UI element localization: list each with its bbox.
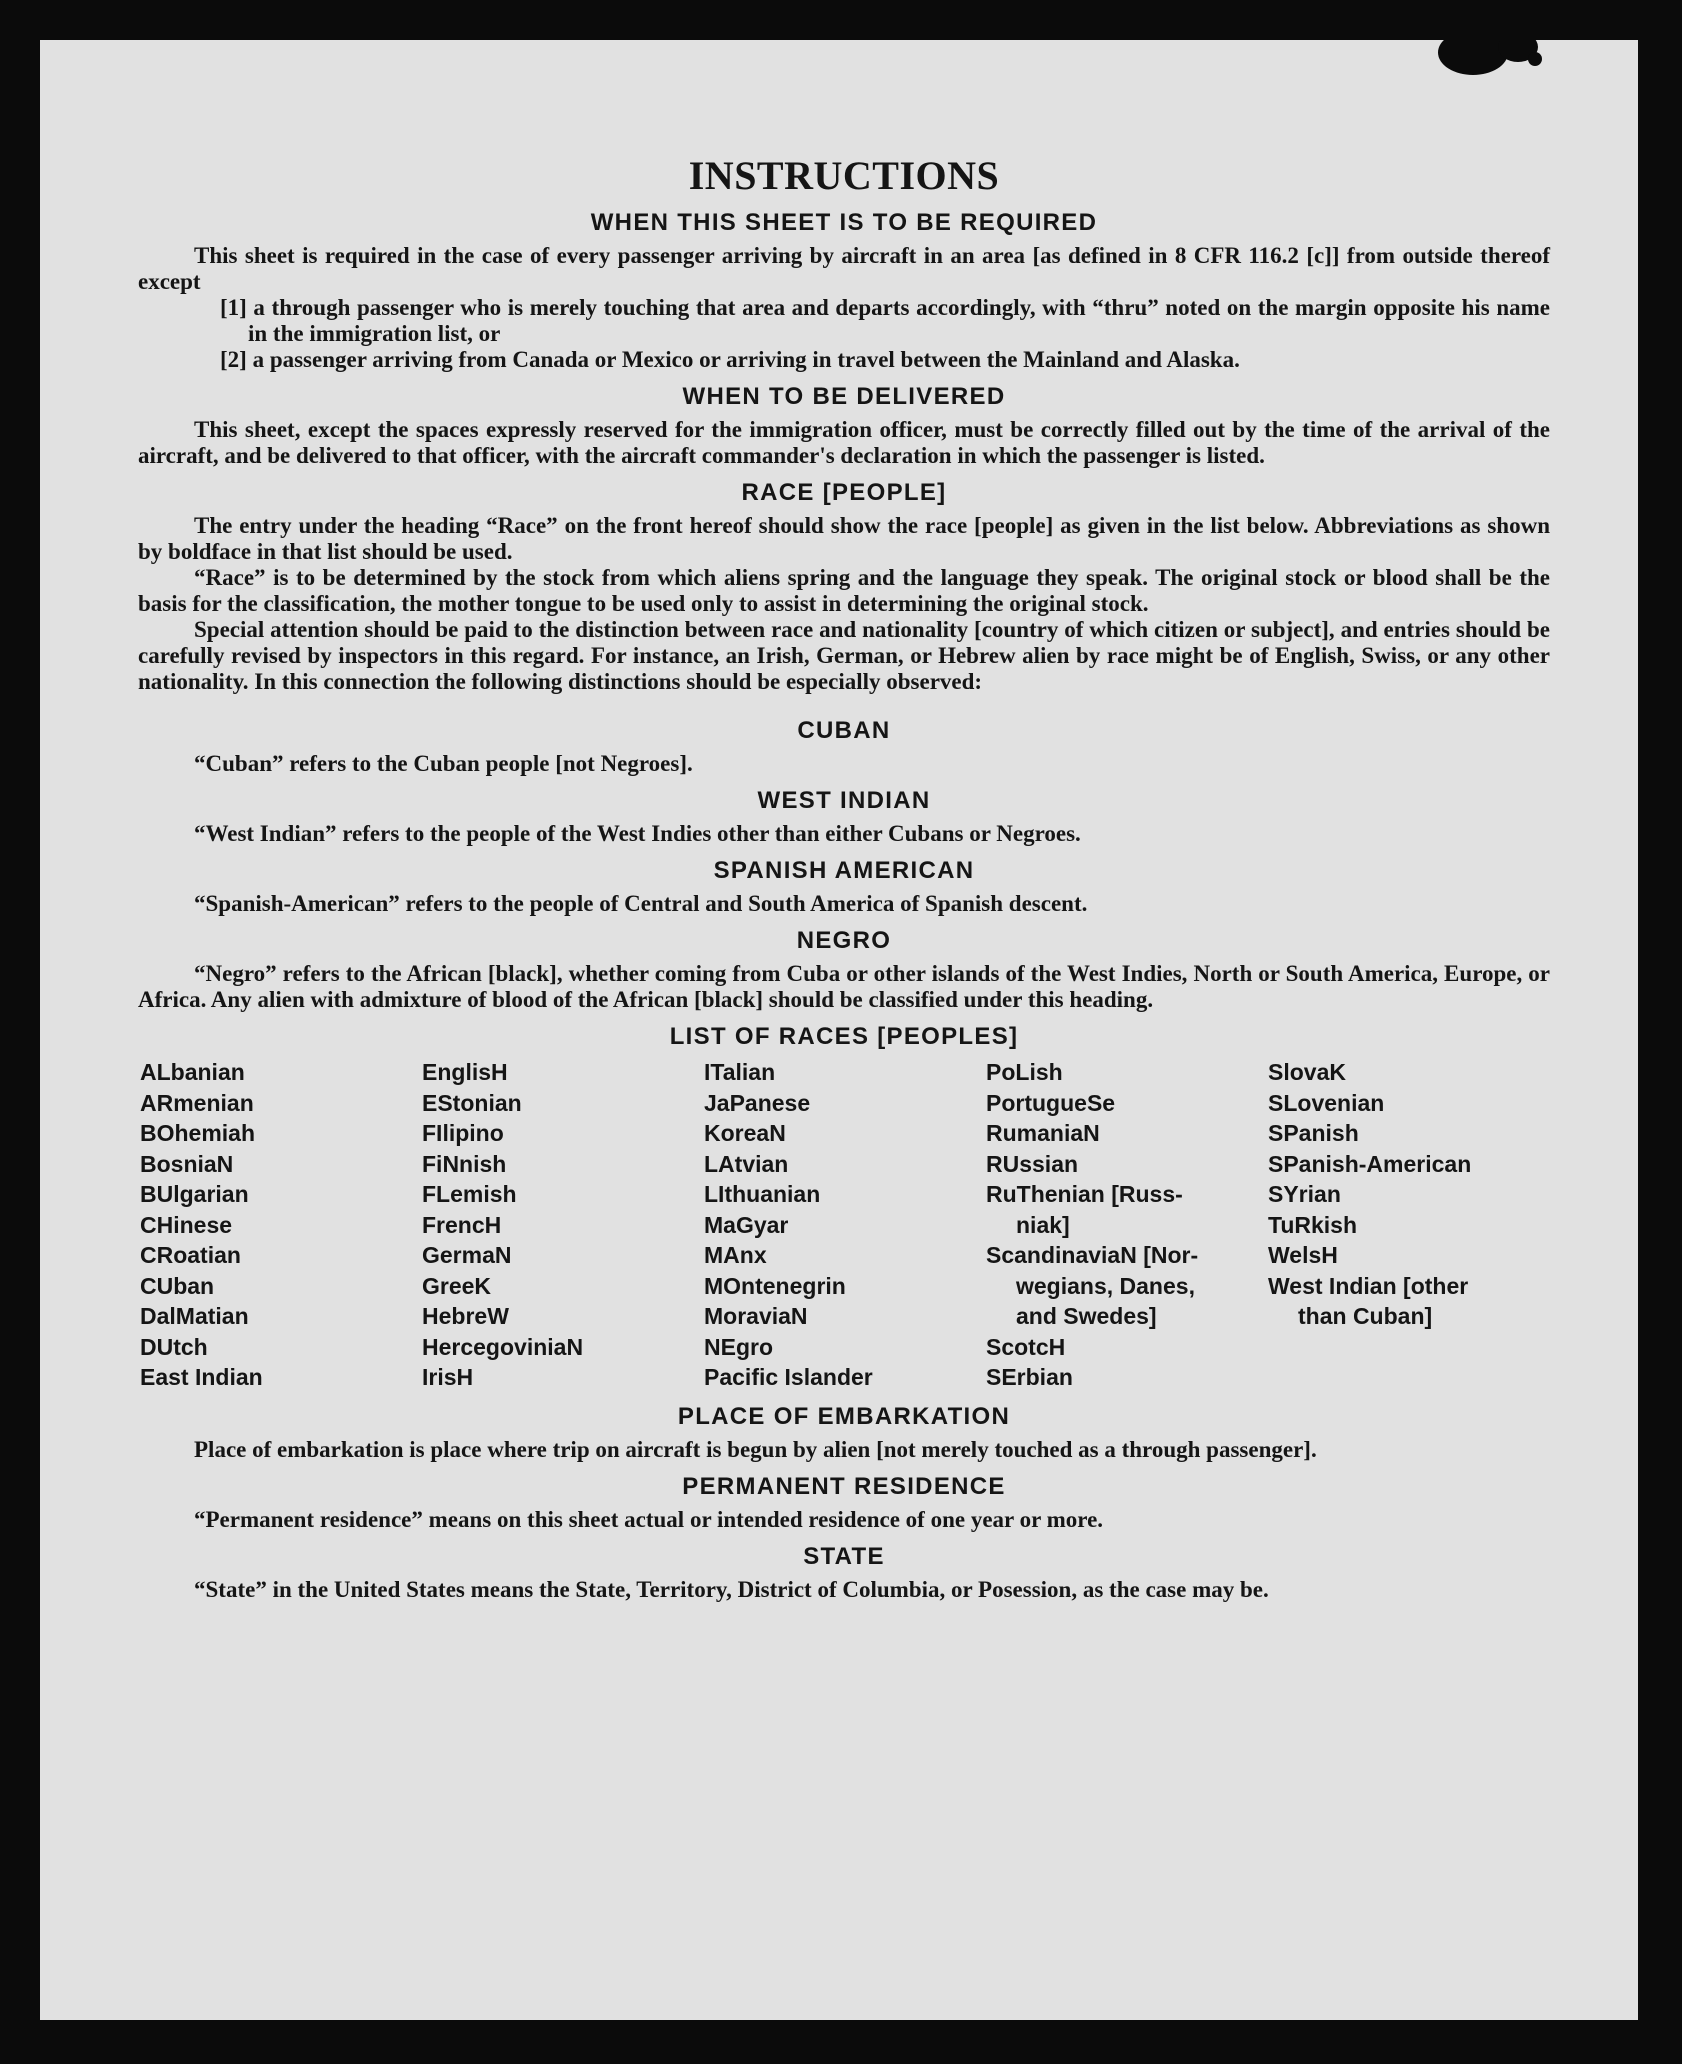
- race-entry: NEgro: [704, 1333, 773, 1360]
- race-entry: EnglisH: [422, 1059, 508, 1085]
- required-intro: This sheet is required in the case of every passenger arriving by aircraft in an area [as defined in 8 CFR 116.2 [c]] from outside thereof except: [138, 243, 1550, 294]
- torn-corner: [1418, 40, 1568, 80]
- race-list: [140, 1057, 1550, 1393]
- race-entry: GreeK: [422, 1272, 492, 1299]
- residence-text: “Permanent residence” means on this sheet actual or intended residence of one year or more.: [194, 1506, 1104, 1532]
- race-entry: FIlipino: [422, 1120, 504, 1146]
- race-entry: LAtvian: [704, 1150, 789, 1177]
- race-entry: SErbian: [986, 1364, 1073, 1390]
- required-item-2: [2] a passenger arriving from Canada or Mexico or arriving in travel between the Mainland and Alaska.: [220, 347, 1240, 372]
- race-entry: WelsH: [1268, 1242, 1338, 1268]
- race-entry: MOntenegrin: [704, 1272, 846, 1299]
- race-entry: RuThenian [Russ-: [986, 1181, 1183, 1207]
- cuban-text: “Cuban” refers to the Cuban people [not Negroes].: [194, 751, 693, 776]
- race-entry-continued: wegians, Danes,: [1016, 1272, 1195, 1299]
- race-entry: CUban: [140, 1272, 215, 1299]
- spanish-american-text: “Spanish-American” refers to the people of Central and South America of Spanish descent.: [194, 891, 1088, 916]
- race-entry: West Indian [other: [1268, 1272, 1469, 1299]
- heading-negro: NEGRO: [796, 927, 892, 954]
- west-indian-text: “West Indian” refers to the people of the West Indies other than either Cubans or Negroes.: [194, 821, 1081, 846]
- race-entry: ScotcH: [986, 1333, 1066, 1360]
- race-entry: ITalian: [704, 1059, 776, 1085]
- race-entry: JaPanese: [704, 1089, 811, 1116]
- race-entry: DalMatian: [140, 1303, 249, 1329]
- race-entry: MAnx: [704, 1242, 767, 1268]
- race-entry: RUssian: [986, 1150, 1079, 1177]
- heading-required: WHEN THIS SHEET IS TO BE REQUIRED: [590, 209, 1098, 236]
- race-column-2: [422, 1057, 704, 1393]
- page-title: INSTRUCTIONS: [688, 153, 1000, 198]
- race-entry: ALbanian: [140, 1059, 245, 1085]
- race-entry: SPanish-American: [1268, 1150, 1472, 1177]
- race-entry-continued: and Swedes]: [1016, 1303, 1157, 1329]
- race-entry: RumaniaN: [986, 1120, 1100, 1146]
- race-entry: ARmenian: [140, 1089, 254, 1116]
- race-column-4: [986, 1057, 1268, 1393]
- race-entry: TuRkish: [1268, 1211, 1358, 1238]
- race-entry: MaGyar: [704, 1211, 789, 1238]
- race-entry: KoreaN: [704, 1120, 786, 1146]
- delivered-text: This sheet, except the spaces expressly reserved for the immigration officer, must be correctly filled out by the time of the arrival of the aircraft, and be delivered to that officer, with the aircraft commander's declaration in which the passenger is listed.: [138, 417, 1550, 468]
- race-entry: ScandinaviaN [Nor-: [986, 1242, 1199, 1268]
- heading-state: STATE: [803, 1542, 885, 1570]
- race-entry: SlovaK: [1268, 1059, 1346, 1085]
- race-entry: IrisH: [422, 1364, 474, 1390]
- race-entry: EStonian: [422, 1089, 522, 1116]
- race-entry: BOhemiah: [140, 1120, 256, 1146]
- race-entry-continued: niak]: [1016, 1211, 1070, 1238]
- heading-list-of-races: LIST OF RACES [PEOPLES]: [669, 1023, 1019, 1050]
- heading-spanish-american: SPANISH AMERICAN: [713, 857, 975, 884]
- race-entry: SLovenian: [1268, 1089, 1385, 1116]
- race-entry: DUtch: [140, 1333, 208, 1360]
- heading-delivered: WHEN TO BE DELIVERED: [682, 383, 1006, 410]
- race-paragraph-1: The entry under the heading “Race” on the front hereof should show the race [people] as given in the list below. Abbreviations as shown by boldface in that list should be used.: [138, 513, 1550, 564]
- negro-text: “Negro” refers to the African [black], whether coming from Cuba or other islands of the West Indies, North or South America, Europe, or Africa. Any alien with admixture of blood of the African [black] should be classified under this heading.: [138, 961, 1550, 1012]
- heading-residence: PERMANENT RESIDENCE: [682, 1472, 1006, 1500]
- state-text: “State” in the United States means the State, Territory, District of Columbia, or Posession, as the case may be.: [194, 1576, 1269, 1602]
- race-entry: GermaN: [422, 1242, 512, 1268]
- embarkation-text: Place of embarkation is place where trip on aircraft is begun by alien [not merely touched as a through passenger].: [194, 1436, 1317, 1462]
- race-entry: SPanish: [1268, 1120, 1359, 1146]
- race-column-1: [140, 1057, 422, 1393]
- race-entry: Pacific Islander: [704, 1364, 873, 1390]
- heading-race: RACE [PEOPLE]: [741, 479, 947, 506]
- race-paragraph-2: “Race” is to be determined by the stock from which aliens spring and the language they speak. The original stock or blood shall be the basis for the classification, the mother tongue to be used only to assist in determining the original stock.: [138, 565, 1550, 616]
- instruction-sheet: [40, 40, 1638, 2020]
- race-entry: CHinese: [140, 1211, 233, 1238]
- race-entry: PoLish: [986, 1059, 1063, 1085]
- race-entry: PortugueSe: [986, 1089, 1116, 1116]
- race-column-5: [1268, 1057, 1550, 1393]
- heading-embarkation: PLACE OF EMBARKATION: [677, 1402, 1011, 1430]
- race-entry: HebreW: [422, 1303, 509, 1329]
- race-entry: CRoatian: [140, 1242, 241, 1268]
- race-entry: BUlgarian: [140, 1181, 249, 1207]
- race-entry-continued: than Cuban]: [1298, 1303, 1433, 1329]
- race-entry: BosniaN: [140, 1150, 234, 1177]
- race-entry: SYrian: [1268, 1181, 1341, 1207]
- race-entry: FLemish: [422, 1181, 517, 1207]
- race-entry: FrencH: [422, 1211, 502, 1238]
- race-entry: LIthuanian: [704, 1181, 821, 1207]
- race-paragraph-3: Special attention should be paid to the distinction between race and nationality [country of which citizen or subject], and entries should be carefully revised by inspectors in this regard. For instance, an Irish, German, or Hebrew alien by race might be of English, Swiss, or any other nationality. In this connection the following distinctions should be especially observed:: [138, 617, 1550, 694]
- race-column-3: [704, 1057, 986, 1393]
- race-entry: MoraviaN: [704, 1303, 808, 1329]
- heading-west-indian: WEST INDIAN: [757, 787, 931, 814]
- race-entry: HercegoviniaN: [422, 1333, 584, 1360]
- heading-cuban: CUBAN: [797, 717, 891, 744]
- required-item-1: [1] a through passenger who is merely touching that area and departs accordingly, with “thru” noted on the margin opposite his name in the immigration list, or: [220, 295, 1550, 346]
- race-entry: FiNnish: [422, 1150, 507, 1177]
- race-entry: East Indian: [140, 1364, 263, 1390]
